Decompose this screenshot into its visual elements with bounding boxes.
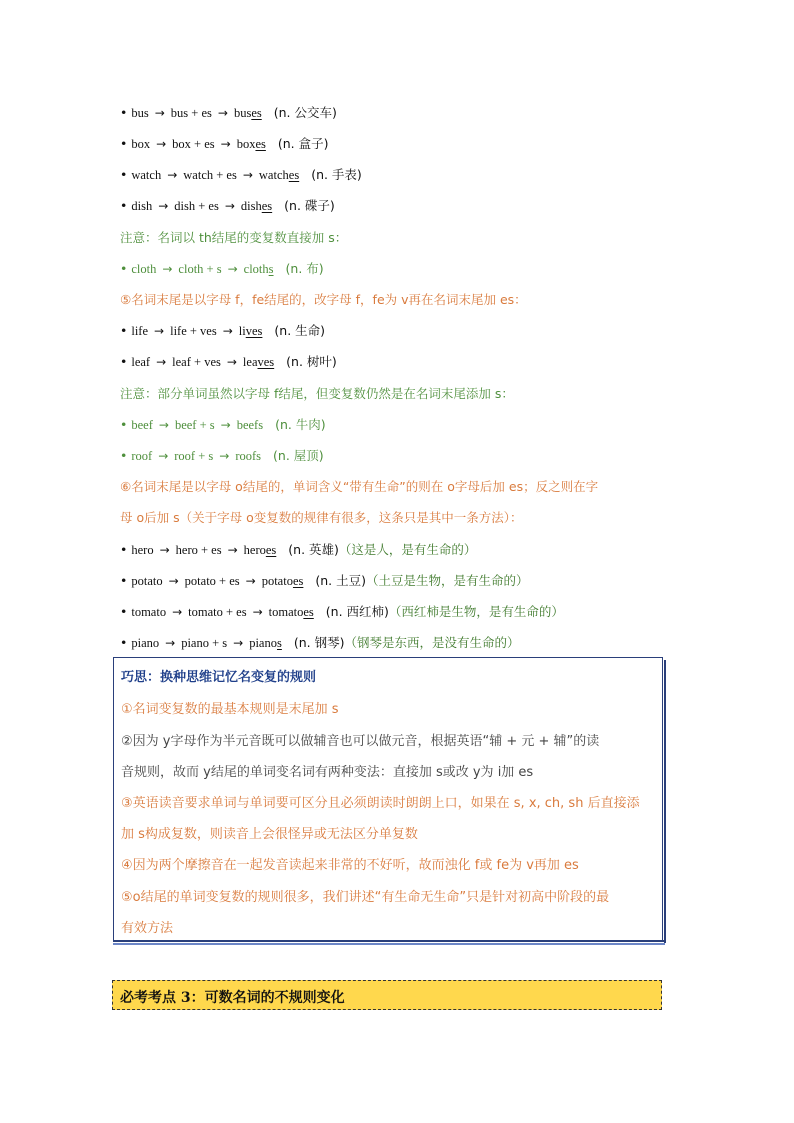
example-base: roof: [131, 449, 153, 463]
example-dish: [120, 197, 335, 215]
bullet: •: [120, 448, 128, 463]
example-result: beefs: [236, 418, 264, 432]
example-meaning: (n. 碟子): [284, 198, 335, 213]
example-comment: （西红柿是生物，是有生命的）: [388, 604, 564, 619]
arrow-icon: →: [226, 355, 237, 369]
arrow-icon: →: [172, 605, 183, 619]
tip-point-5a: ⑤o结尾的单词变复数的规则很多，我们讲述“有生命无生命”只是针对初高中阶段的最: [121, 890, 610, 905]
example-rule: piano + s: [181, 636, 228, 650]
bullet: •: [120, 417, 128, 432]
arrow-icon: →: [162, 262, 173, 276]
arrow-icon: →: [158, 449, 169, 463]
example-result: leaves: [242, 355, 275, 369]
example-beef: [120, 416, 326, 434]
example-result: cloths: [243, 262, 274, 276]
bullet: •: [120, 354, 128, 369]
example-result: potatoes: [261, 574, 304, 588]
section-title: 必考考点 3：可数名词的不规则变化: [120, 990, 345, 1006]
example-rule: cloth + s: [178, 262, 222, 276]
example-box: [120, 135, 329, 153]
tip-point-3a: ③英语读音要求单词与单词要可区分且必须朗读时朗朗上口，如果在 s, x, ch, sh 后直接添: [121, 796, 640, 811]
rule-6-line2: 母 o后加 s（关于字母 o变复数的规律有很多，这条只是其中一条方法）：: [120, 510, 523, 525]
example-tomato: [120, 603, 564, 621]
example-meaning: (n. 钢琴): [293, 635, 345, 650]
example-rule: potato + es: [184, 574, 240, 588]
example-meaning: (n. 生命): [274, 323, 326, 338]
example-base: potato: [131, 574, 163, 588]
example-meaning: (n. 盒子): [277, 136, 329, 151]
arrow-icon: →: [227, 543, 238, 557]
example-bus: [120, 104, 337, 122]
bullet: •: [120, 136, 128, 151]
example-result: pianos: [249, 636, 282, 650]
tip-point-2a: ②因为 y字母作为半元音既可以做辅音也可以做元音，根据英语“辅 + 元 + 辅”的读: [121, 734, 600, 749]
example-rule: bus + es: [170, 106, 212, 120]
example-rule: roof + s: [174, 449, 214, 463]
example-rule: life + ves: [170, 324, 217, 338]
section-header: [112, 980, 662, 1010]
bullet: •: [120, 261, 128, 276]
example-base: dish: [131, 199, 153, 213]
example-rule: watch + es: [183, 168, 237, 182]
tip-box-shadow-edge: [664, 660, 667, 943]
example-comment: （土豆是生物，是有生命的）: [366, 573, 529, 588]
example-base: hero: [131, 543, 154, 557]
example-base: life: [131, 324, 149, 338]
example-meaning: (n. 牛肉): [275, 417, 326, 432]
bullet: •: [120, 604, 128, 619]
example-result: dishes: [240, 199, 273, 213]
example-potato: [120, 572, 529, 590]
example-meaning: (n. 西红柿): [325, 604, 389, 619]
bullet: •: [120, 323, 128, 338]
tip-box-shadow-light: [113, 943, 666, 945]
example-result: watches: [258, 168, 300, 182]
bullet: •: [120, 105, 128, 120]
tip-point-4: ④因为两个摩擦音在一起发音读起来非常的不好听，故而浊化 f或 fe为 v再加 es: [121, 858, 579, 873]
example-rule: tomato + es: [188, 605, 247, 619]
example-meaning: (n. 树叶): [286, 354, 337, 369]
arrow-icon: →: [219, 449, 230, 463]
example-base: bus: [131, 106, 149, 120]
example-base: piano: [131, 636, 160, 650]
example-base: watch: [131, 168, 162, 182]
example-watch: [120, 166, 362, 184]
bullet: •: [120, 542, 128, 557]
example-result: lives: [238, 324, 263, 338]
example-rule: dish + es: [174, 199, 219, 213]
example-base: tomato: [131, 605, 167, 619]
example-meaning: (n. 屋顶): [273, 448, 324, 463]
arrow-icon: →: [168, 574, 179, 588]
tip-point-1: ①名词变复数的最基本规则是末尾加 s: [121, 702, 339, 717]
example-leaf: [120, 353, 337, 371]
arrow-icon: →: [217, 106, 228, 120]
arrow-icon: →: [167, 168, 178, 182]
example-piano: [120, 634, 520, 652]
example-comment: （钢琴是东西，是没有生命的）: [344, 635, 520, 650]
arrow-icon: →: [158, 199, 169, 213]
example-meaning: (n. 英雄): [288, 542, 339, 557]
arrow-icon: →: [154, 324, 165, 338]
bullet: •: [120, 198, 128, 213]
example-rule: beef + s: [174, 418, 215, 432]
rule-6-line1: ⑥名词末尾是以字母 o结尾的，单词含义“带有生命”的则在 o字母后加 es；反之则在字: [120, 479, 599, 494]
example-hero: [120, 541, 476, 559]
example-result: boxes: [236, 137, 266, 151]
bullet: •: [120, 635, 128, 650]
example-meaning: (n. 布): [285, 261, 324, 276]
arrow-icon: →: [158, 418, 169, 432]
example-roof: [120, 447, 324, 465]
example-result: roofs: [235, 449, 262, 463]
example-rule: hero + es: [175, 543, 222, 557]
note-f: 注意：部分单词虽然以字母 f结尾，但变复数仍然是在名词末尾添加 s：: [120, 386, 514, 401]
tip-box: [113, 657, 663, 940]
arrow-icon: →: [227, 262, 238, 276]
arrow-icon: →: [220, 418, 231, 432]
example-base: leaf: [131, 355, 151, 369]
arrow-icon: →: [154, 106, 165, 120]
example-result: buses: [233, 106, 262, 120]
example-base: beef: [131, 418, 153, 432]
arrow-icon: →: [165, 636, 176, 650]
bullet: •: [120, 167, 128, 182]
example-rule: leaf + ves: [172, 355, 221, 369]
bullet: •: [120, 573, 128, 588]
example-comment: （这是人，是有生命的）: [338, 542, 477, 557]
example-life: [120, 322, 325, 340]
tip-point-2b: 音规则，故而 y结尾的单词变名词有两种变法：直接加 s或改 y为 i加 es: [121, 765, 534, 780]
arrow-icon: →: [252, 605, 263, 619]
arrow-icon: →: [242, 168, 253, 182]
arrow-icon: →: [159, 543, 170, 557]
note-th: 注意：名词以 th结尾的变复数直接加 s：: [120, 230, 348, 245]
example-meaning: (n. 公交车): [273, 105, 337, 120]
rule-5: ⑤名词末尾是以字母 f，fe结尾的，改字母 f，fe为 v再在名词末尾加 es：: [120, 292, 527, 307]
arrow-icon: →: [156, 355, 167, 369]
example-result: heroes: [243, 543, 277, 557]
arrow-icon: →: [224, 199, 235, 213]
tip-point-5b: 有效方法: [121, 921, 174, 936]
arrow-icon: →: [233, 636, 244, 650]
tip-title: 巧思：换种思维记忆名变复的规则: [121, 670, 317, 685]
tip-box-shadow: [113, 940, 666, 942]
arrow-icon: →: [220, 137, 231, 151]
arrow-icon: →: [245, 574, 256, 588]
example-rule: box + es: [172, 137, 215, 151]
example-base: cloth: [131, 262, 157, 276]
tip-point-3b: 加 s构成复数，则读音上会很怪异或无法区分单复数: [121, 827, 418, 842]
example-base: box: [131, 137, 151, 151]
example-meaning: (n. 土豆): [315, 573, 366, 588]
arrow-icon: →: [156, 137, 167, 151]
example-cloth: [120, 260, 324, 278]
example-result: tomatoes: [268, 605, 314, 619]
example-meaning: (n. 手表): [311, 167, 362, 182]
arrow-icon: →: [222, 324, 233, 338]
